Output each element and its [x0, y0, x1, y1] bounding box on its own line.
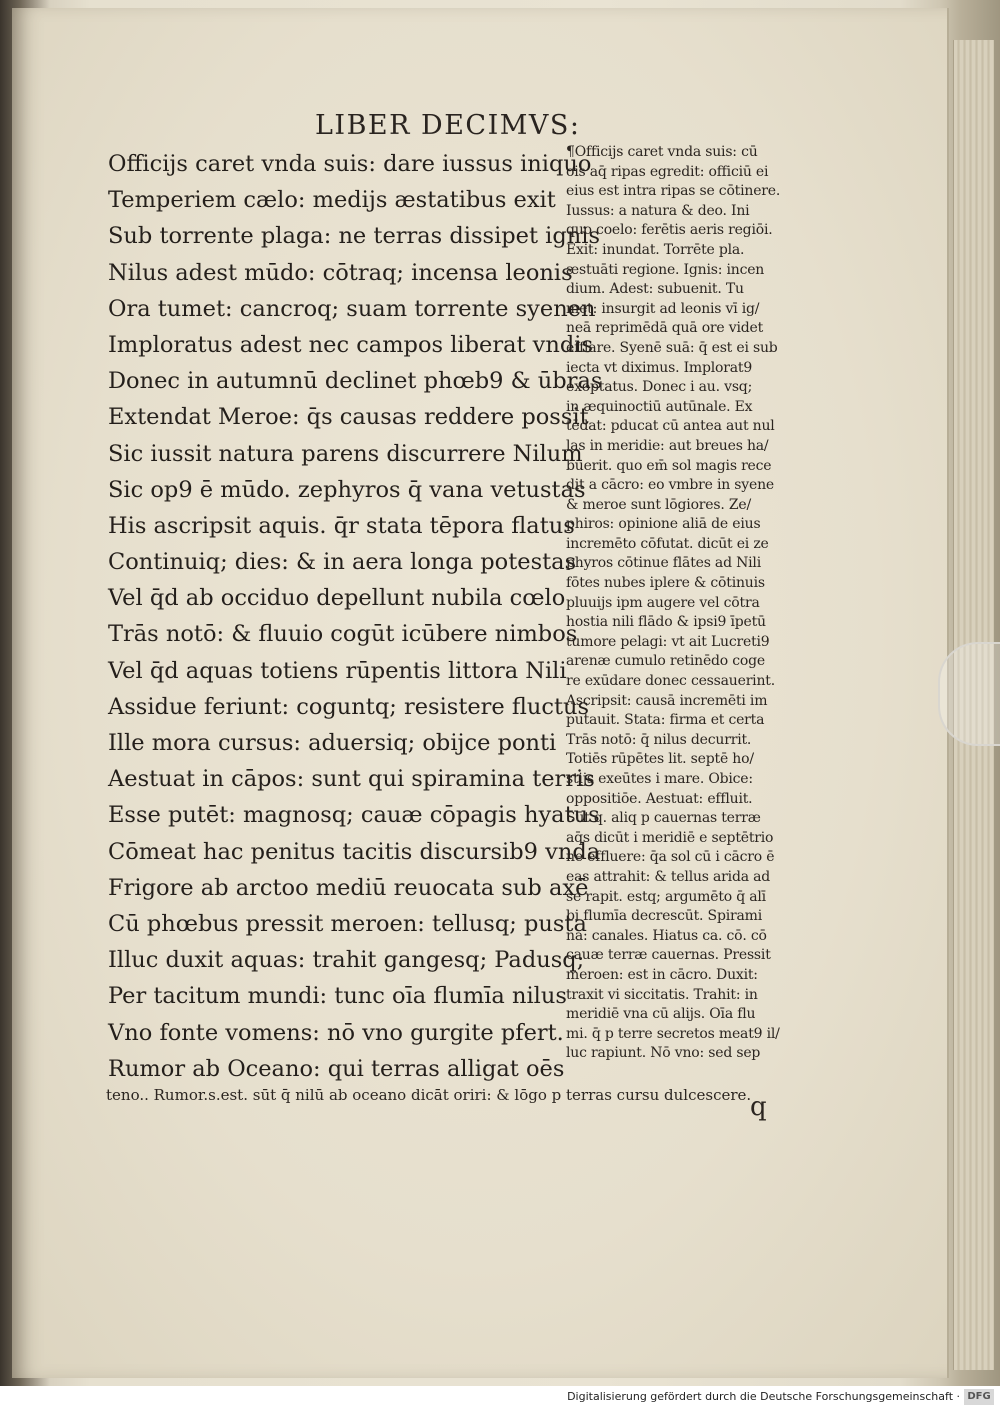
verse-line: Nilus adest mūdo: cōtraq; incensa leonis	[108, 259, 573, 286]
commentary-line: quo coelo: ferētis aeris regiōi.	[566, 222, 773, 239]
commentary-line: stijs exeūtes i mare. Obice:	[566, 771, 753, 787]
commentary-line: ois aq̄ ripas egredit: officiū ei	[566, 163, 769, 180]
page-clip	[938, 642, 1000, 746]
verse-line: Cū phœbus pressit meroen: tellusq; pusta	[108, 910, 587, 937]
commentary-line: Totiēs rūpētes lit. septē ho/	[566, 751, 754, 768]
commentary-line: cauæ terræ cauernas. Pressit	[566, 947, 771, 964]
commentary-column	[566, 143, 806, 1064]
verse-line: Sic iussit natura parens discurrere Nilum	[108, 440, 583, 467]
verse-line: Vel q̄d aquas totiens rūpentis littora Nili	[108, 657, 567, 684]
verse-line: Continuiq; dies: & in aera longa potestas	[108, 549, 577, 576]
commentary-line: pluuijs ipm augere vel cōtra	[566, 594, 760, 611]
commentary-line: hostia nili flādo & ipsi9 īpetū	[566, 614, 766, 631]
commentary-line: fōtes nubes iplere & cōtinuis	[566, 575, 765, 592]
commentary-line: tumore pelagi: vt ait Lucreti9	[566, 633, 770, 650]
verse-line: Rumor ab Oceano: qui terras alligat oēs	[108, 1055, 565, 1082]
verse-line: Cōmeat hac penitus tacitis discursib9 vnda	[108, 838, 601, 865]
verse-line: Officijs caret vnda suis: dare iussus iniquo	[108, 151, 592, 177]
commentary-line: meridiē vna cū alijs. Oīa flu	[566, 1006, 756, 1023]
commentary-line: exoptatus. Donec i au. vsq;	[566, 379, 753, 396]
commentary-line: luc rapiunt. Nō vno: sed sep	[566, 1045, 761, 1062]
commentary-line: dit a cācro: eo vmbre in syene	[566, 477, 774, 494]
bottom-gloss-line: teno.. Rumor.s.est. sūt q̄ nilū ab oceano dicāt oriri: & lōgo p terras cursu dulcescere.	[106, 1086, 752, 1104]
commentary-line: Ascripsit: causā incremēti im	[566, 692, 768, 709]
commentary-line: Exit: inundat. Torrēte pla.	[566, 241, 745, 258]
page-heading: LIBER DECIMVS:	[315, 110, 581, 141]
commentary-line: phyros cōtinue flātes ad Nili	[566, 555, 761, 572]
commentary-line: las in meridie: aut breues ha/	[566, 437, 769, 454]
commentary-line: traxit vi siccitatis. Trahit: in	[566, 986, 758, 1003]
commentary-line: Sūt q. aliq p cauernas terræ	[566, 810, 761, 827]
commentary-line: efflare. Syenē suā: q̄ est ei sub	[566, 339, 778, 356]
commentary-line: mi. q̄ p terre secretos meat9 il/	[566, 1025, 780, 1042]
commentary-line: eas attrahit: & tellus arida ad	[566, 868, 771, 885]
commentary-line: tēdat: pducat cū antea aut nul	[566, 418, 775, 435]
verse-line: Illuc duxit aquas: trahit gangesq; Padusq;	[108, 947, 585, 974]
commentary-line: re exūdare donec cessauerint.	[566, 673, 775, 690]
commentary-line: na: canales. Hiatus ca. cō. cō	[566, 927, 767, 944]
commentary-line: neā reprimēdā quā ore videt	[566, 320, 764, 337]
verse-line: Sic op9 ē mūdo. zephyros q̄ vana vetustas	[108, 476, 586, 503]
commentary-line: ne effluere: q̄a sol cū i cācro ē	[566, 849, 775, 866]
commentary-line: eius est intra ripas se cōtinere.	[566, 183, 781, 200]
commentary-line: aq̄s dicūt i meridiē e septētrio	[566, 829, 774, 846]
verse-line: Donec in autumnū declinet phœb9 & ūbras	[108, 368, 603, 395]
dfg-logo-icon: DFG	[964, 1389, 994, 1405]
verse-line: Ora tumet: cancroq; suam torrente syenen	[108, 295, 596, 322]
verse-line: Esse putēt: magnosq; cauæ cōpagis hyatus	[108, 802, 600, 829]
signature-mark: q	[750, 1092, 767, 1122]
commentary-line: meroen: est in cācro. Duxit:	[566, 966, 758, 983]
commentary-line: putauit. Stata: firma et certa	[566, 712, 765, 729]
commentary-line: ¶Officijs caret vnda suis: cū	[566, 144, 758, 160]
commentary-line: æstuāti regione. Ignis: incen	[566, 261, 765, 278]
commentary-line: iecta vt diximus. Implorat9	[566, 359, 753, 376]
verse-line: Imploratus adest nec campos liberat vndis	[108, 331, 594, 358]
commentary-line: & meroe sunt lōgiores. Ze/	[566, 496, 751, 513]
commentary-line: oppositiōe. Aestuat: effluit.	[566, 790, 753, 807]
verse-line: Ille mora cursus: aduersiq; obijce ponti	[108, 730, 557, 756]
commentary-line: incremēto cōfutat. dicūt ei ze	[566, 535, 769, 552]
commentary-line: Iussus: a natura & deo. Ini	[566, 202, 750, 219]
verse-line: Vno fonte vomens: nō vno gurgite pfert.	[108, 1019, 564, 1046]
commentary-line: buerit. quo em̄ sol magis rece	[566, 457, 772, 474]
commentary-line: dium. Adest: subuenit. Tu	[566, 281, 744, 298]
verse-line: Per tacitum mundi: tunc oīa flumīa nilus	[108, 983, 567, 1010]
commentary-line: arenæ cumulo retinēdo coge	[566, 653, 765, 670]
verse-line: His ascripsit aquis. q̄r stata tēpora flatus	[108, 512, 575, 539]
commentary-line: met: insurgit ad leonis vī ig/	[566, 300, 760, 317]
verse-line: Sub torrente plaga: ne terras dissipet ignis	[108, 223, 601, 250]
footer-credit: Digitalisierung gefördert durch die Deutsche Forschungsgemeinschaft ·	[567, 1390, 960, 1403]
verse-line: Trās notō: & fluuio cogūt icūbere nimbos	[108, 621, 578, 648]
commentary-line: Trās notō: q̄ nilus decurrit.	[566, 731, 752, 748]
commentary-line: phiros: opinione aliā de eius	[566, 516, 761, 533]
commentary-line: in æquinoctiū autūnale. Ex	[566, 398, 753, 415]
verse-column	[108, 146, 603, 1087]
verse-line: Assidue feriunt: coguntq; resistere fluctus	[108, 693, 590, 720]
commentary-line: se rapit. estq; argumēto q̄ alī	[566, 888, 766, 905]
verse-line: Vel q̄d ab occiduo depellunt nubila cœlo	[108, 585, 566, 612]
footer-bar	[0, 1386, 1000, 1408]
verse-line: Frigore ab arctoo mediū reuocata sub axē	[108, 874, 589, 901]
verse-line: Aestuat in cāpos: sunt qui spiramina terris	[108, 766, 595, 793]
commentary-line: bi flumīa decrescūt. Spirami	[566, 908, 762, 925]
verse-line: Extendat Meroe: q̄s causas reddere possit	[108, 404, 589, 431]
verse-line: Temperiem cælo: medijs æstatibus exit	[108, 187, 556, 214]
